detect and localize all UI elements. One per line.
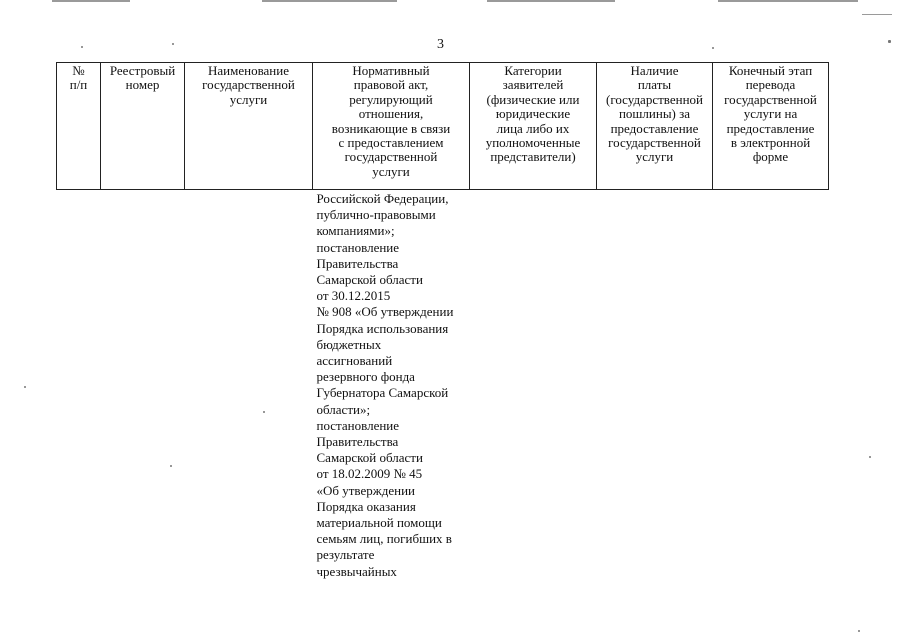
cell-applicant-categories <box>470 190 597 580</box>
scan-edge-mark <box>487 0 615 2</box>
cell-legal-act <box>313 190 470 580</box>
scan-speck <box>172 43 174 45</box>
col-header-registry-number: Реестровый номер <box>101 63 185 190</box>
col-header-fee: Наличие платы (государственной пошлины) за предоставление государственной услуги <box>597 63 713 190</box>
cell-fee <box>597 190 713 580</box>
scan-edge-mark <box>862 14 892 15</box>
col-header-service-name: Наименование государственной услуги <box>185 63 313 190</box>
scan-speck <box>24 386 26 388</box>
scan-speck <box>81 46 83 48</box>
cell-final-stage <box>713 190 829 580</box>
scan-edge-mark <box>718 0 858 2</box>
scan-edge-mark <box>262 0 397 2</box>
col-header-legal-act: Нормативный правовой акт, регулирующий отношения, возникающие в связи с предоставлением государственной услуги <box>313 63 470 190</box>
col-header-final-stage: Конечный этап перевода государственной услуги на предоставление в электронной форме <box>713 63 829 190</box>
col-header-applicant-categories: Категории заявителей (физические или юридические лица либо их уполномоченные представители) <box>470 63 597 190</box>
page-number: 3 <box>437 37 444 52</box>
cell-registry-number <box>101 190 185 580</box>
scan-speck <box>888 40 891 43</box>
cell-number <box>57 190 101 580</box>
scan-speck <box>869 456 871 458</box>
scan-edge-mark <box>52 0 130 2</box>
table-header-row <box>57 63 829 190</box>
scan-speck <box>712 47 714 49</box>
col-header-number: № п/п <box>57 63 101 190</box>
legal-act-continuation-text: Российской Федерации, публично-правовыми компаниями»; постановление Правительства Самарской области от 30.12.2015 № 908 «Об утверждении Порядка использования бюджетных ассигнований резервного фонда Губернатора Самарской области»; постановление Правительства Самарской области от 18.02.2009 № 45 «Об утверждении Порядка оказания материальной помощи семьям лиц, погибших в результате чрезвычайных <box>316 191 454 579</box>
services-register-table <box>56 62 829 580</box>
table-row <box>57 190 829 580</box>
cell-service-name <box>185 190 313 580</box>
scan-speck <box>858 630 860 632</box>
